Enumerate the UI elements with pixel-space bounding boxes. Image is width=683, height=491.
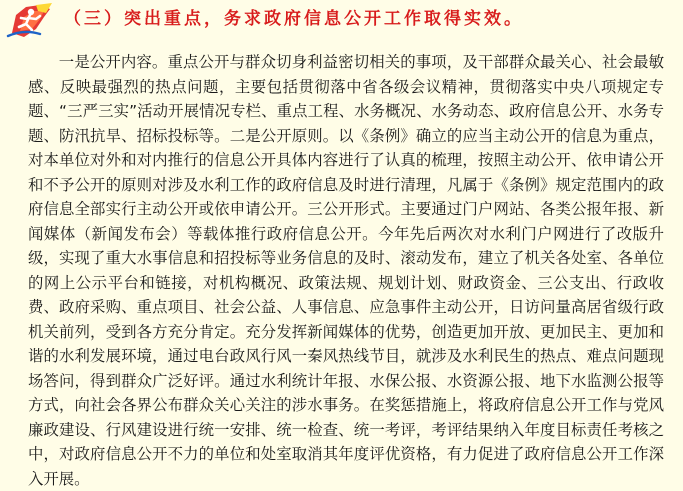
body-paragraph: 一是公开内容。重点公开与群众切身利益密切相关的事项，及干部群众最关心、社会最敏感、反映最强烈的热点问题，主要包括贯彻落中省各级会议精神，贯彻落实中央八项规定专题、“三严三实”活动开展情况专栏、重点工程、水务概况、水务动态、政府信息公开、水务专题、防汛抗旱、招标投标等。二是公开原则。以《条例》确立的应当主动公开的信息为重点，对本单位对外和对内推行的信息公开具体内容进行了认真的梳理，按照主动公开、依申请公开和不予公开的原则对涉及水利工作的政府信息及时进行清理，凡属于《条例》规定范围内的政府信息全部实行主动公开或依申请公开。三公开形式。主要通过门户网站、各类公报年报、新闻媒体（新闻发布会）等载体推行政府信息公开。今年先后两次对水利门户网进行了改版升级，实现了重大水事信息和招投标等业务信息的及时、滚动发布，建立了机关各处室、各单位的网上公示平台和链接，对机构概况、政策法规、规划计划、财政资金、三公支出、行政收费、政府采购、重点项目、社会公益、人事信息、应急事件主动公开，日访问量高居省级行政机关前列，受到各方充分肯定。充分发挥新闻媒体的优势，创造更加开放、更加民主、更加和谐的水利发展环境，通过电台政风行风一秦风热线节目，就涉及水利民生的热点、难点问题现场答问，得到群众广泛好评。通过水利统计年报、水保公报、水资源公报、地下水监测公报等方式，向社会各界公布群众关心关注的涉水事务。在奖惩措施上，将政府信息公开工作与党风廉政建设、行风建设进行统一安排、统一检查、统一考评，考评结果纳入年度目标责任考核之中，对政府信息公开不力的单位和处室取消其年度评优资格，有力促进了政府信息公开工作深入开展。: [28, 53, 664, 488]
running-figure-badge-icon: [6, 3, 54, 39]
section-heading: （三）突出重点，务求政府信息公开工作取得实效。: [64, 9, 524, 29]
section-header: [0, 0, 683, 42]
